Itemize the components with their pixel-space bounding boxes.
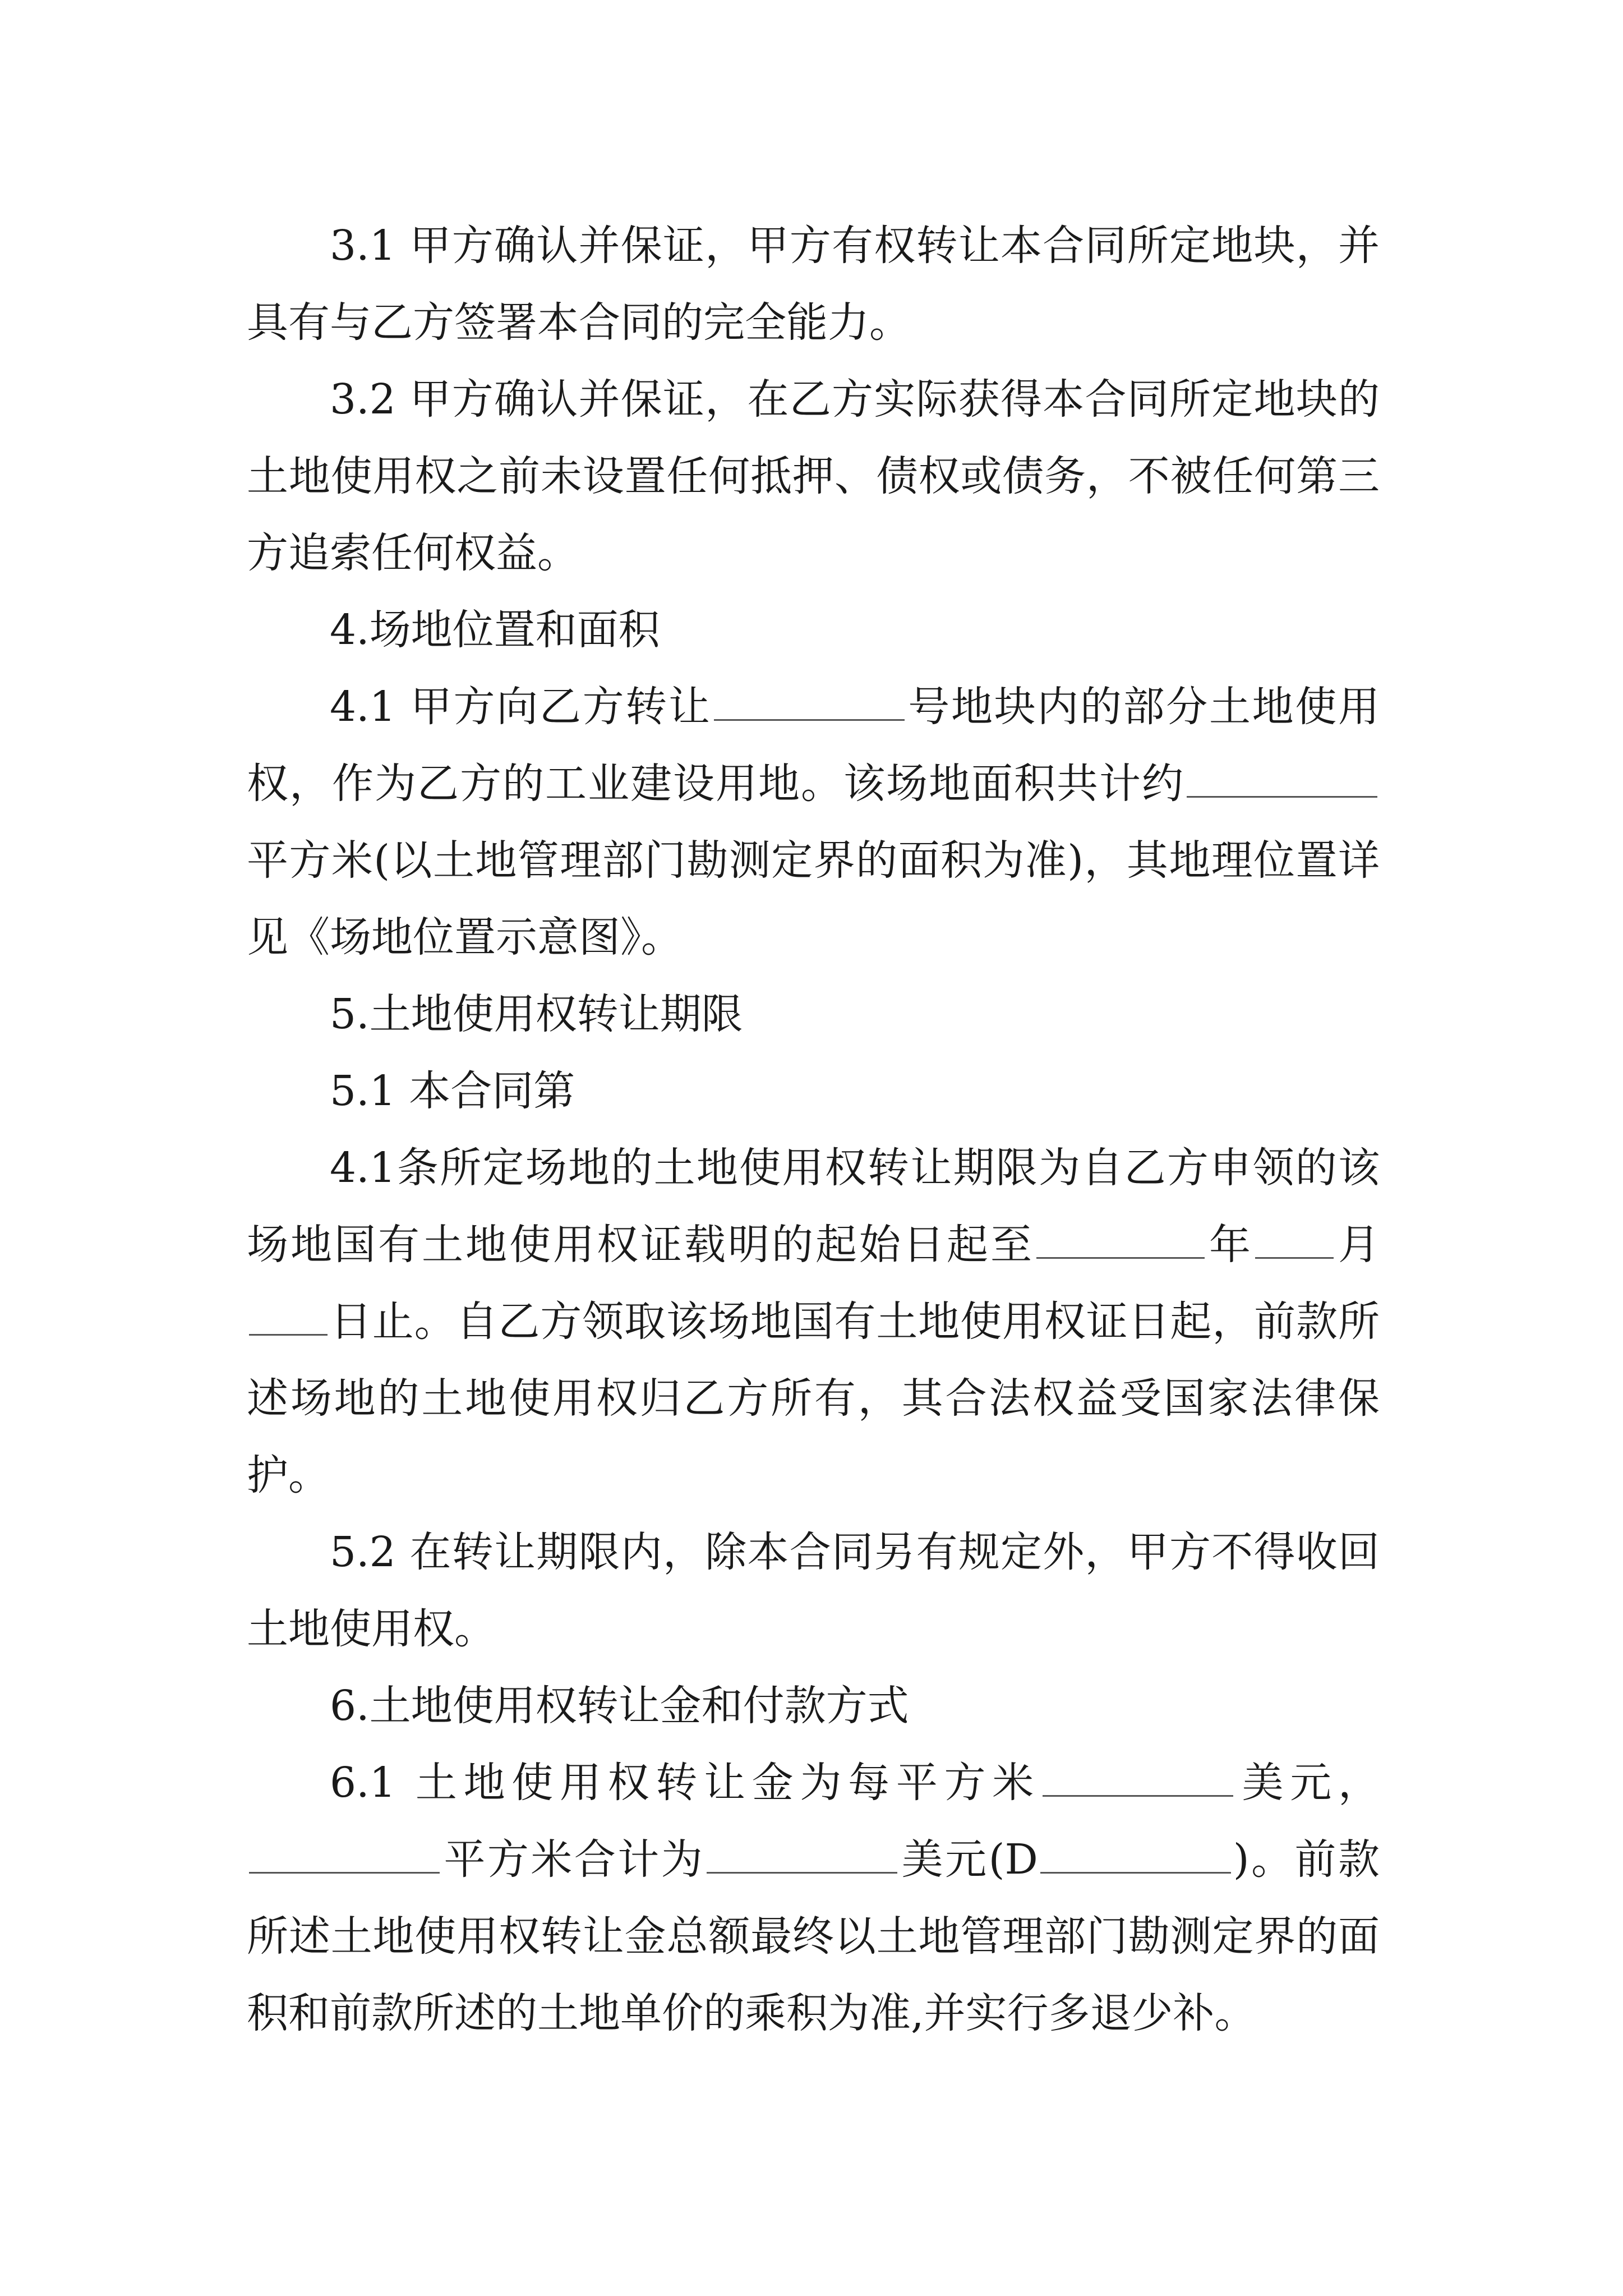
clause-3-2-text: 3.2 甲方确认并保证，在乙方实际获得本合同所定地块的土地使用权之前未设置任何抵押、债权或债务，不被任何第三方追索任何权益。 <box>247 375 1380 577</box>
area-blank[interactable] <box>1187 754 1377 798</box>
clause-5-1-text: 5.1 本合同第 <box>330 1067 575 1115</box>
clause-6-1-text-d: 美元(D <box>900 1835 1038 1884</box>
year-label: 年 <box>1207 1221 1253 1269</box>
section-5-heading <box>247 976 1380 1053</box>
end-day-blank[interactable] <box>249 1292 328 1336</box>
clause-5-1 <box>247 1053 1380 1130</box>
clause-4-1 <box>247 669 1380 976</box>
end-year-blank[interactable] <box>1036 1216 1205 1259</box>
section-4-heading-text: 4.场地位置和面积 <box>330 606 660 654</box>
month-label: 月 <box>1336 1221 1380 1269</box>
clause-4-1-text-b: 号地块内的部分土地使用权，作为乙方的工业建设用地。该场地面积共计约 <box>247 683 1380 808</box>
clause-5-1-cont <box>247 1130 1380 1514</box>
end-month-blank[interactable] <box>1255 1216 1334 1259</box>
clause-3-1-text: 3.1 甲方确认并保证，甲方有权转让本合同所定地块，并具有与乙方签署本合同的完全能力。 <box>247 222 1380 347</box>
clause-5-1-cont-text-d: 日止。自乙方领取该场地国有土地使用权证日起，前款所述场地的土地使用权归乙方所有，其合法权益受国家法律保护。 <box>247 1297 1380 1499</box>
clause-4-1-text-a: 4.1 甲方向乙方转让 <box>330 683 712 731</box>
clause-6-1-text-b: 美元， <box>1235 1759 1380 1807</box>
unit-price-blank[interactable] <box>1043 1754 1233 1797</box>
section-4-heading <box>247 592 1380 669</box>
document-body <box>247 208 1380 2052</box>
clause-3-1 <box>247 208 1380 361</box>
clause-6-1-text-e: )。前款所述土地使用权转让金总额最终以土地管理部门勘测定界的面积和前款所述的土地单价的乘积为准,并实行多退少补。 <box>247 1835 1380 2037</box>
plot-number-blank[interactable] <box>714 678 905 721</box>
section-6-heading <box>247 1668 1380 1745</box>
clause-6-1-text-c: 平方米合计为 <box>442 1835 705 1884</box>
amount-code-blank[interactable] <box>1040 1830 1231 1874</box>
clause-6-1-text-a: 6.1 土地使用权转让金为每平方米 <box>330 1759 1040 1807</box>
total-area-blank[interactable] <box>249 1830 440 1874</box>
total-amount-blank[interactable] <box>707 1830 897 1874</box>
clause-5-2-text: 5.2 在转让期限内，除本合同另有规定外，甲方不得收回土地使用权。 <box>247 1528 1380 1653</box>
clause-4-1-text-c: 平方米(以土地管理部门勘测定界的面积为准)，其地理位置详见《场地位置示意图》。 <box>247 836 1380 961</box>
section-6-heading-text: 6.土地使用权转让金和付款方式 <box>330 1682 909 1730</box>
clause-5-1-cont-text-a: 4.1条所定场地的土地使用权转让期限为自乙方申领的该场地国有土地使用权证载明的起始日起至 <box>247 1144 1380 1269</box>
section-5-heading-text: 5.土地使用权转让期限 <box>330 990 743 1038</box>
clause-3-2 <box>247 361 1380 592</box>
clause-6-1 <box>247 1745 1380 2052</box>
clause-5-2 <box>247 1514 1380 1668</box>
